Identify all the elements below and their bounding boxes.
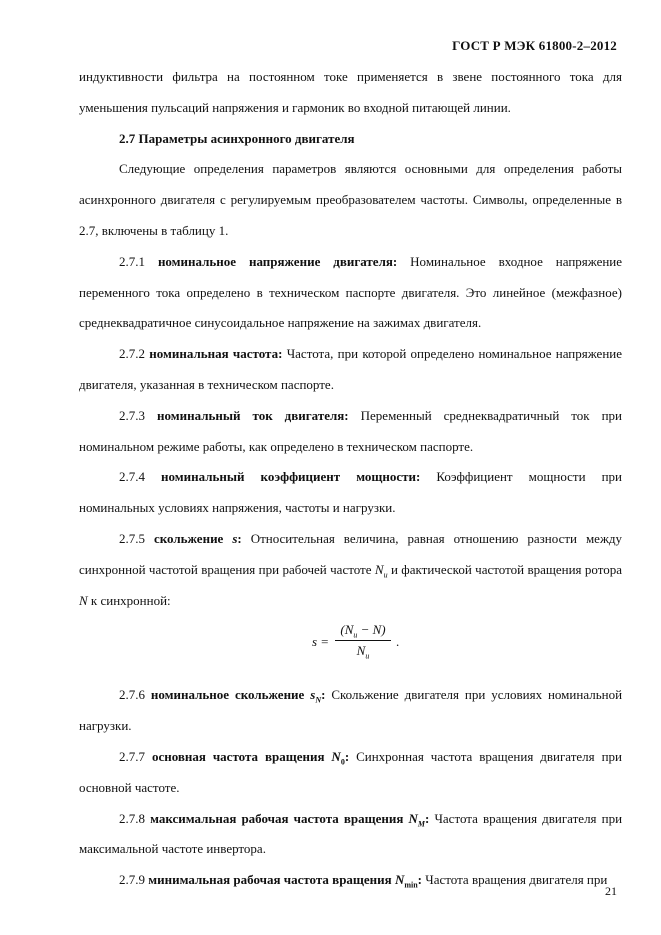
- denominator-main: N: [356, 643, 366, 659]
- definition-text: Номинальное входное напряжение переменного тока определено в техническом паспорте двигателя. Это линейное (межфазное) среднеквадратичное синусоидальное напряжение на зажимах двигателя.: [79, 253, 623, 331]
- term: основная частота вращения: [151, 748, 325, 764]
- slip-formula: [79, 622, 622, 672]
- definition-2-7-6: [79, 680, 622, 742]
- formula-lhs: s =: [312, 634, 330, 650]
- paragraph-intro: Следующие определения параметров являются основными для определения работы асинхронного двигателя с регулируемым преобразователем частоты. Символы, определенные в 2.7, включены в таблицу 1.: [79, 161, 622, 238]
- item-number: 2.7.8: [119, 810, 145, 826]
- symbol: N: [408, 810, 418, 826]
- definition-text: Частота вращения двигателя при максимальной частоте инвертора.: [79, 810, 623, 857]
- numerator-sub: u: [353, 630, 358, 640]
- item-number: 2.7.3: [119, 407, 145, 423]
- definition-2-7-4: [79, 462, 622, 524]
- definition-text: Коэффициент мощности при номинальных условиях напряжения, частоты и нагрузки.: [79, 469, 623, 516]
- term: минимальная рабочая частота вращения: [148, 872, 392, 888]
- item-number: 2.7.9: [119, 872, 145, 888]
- definition-2-7-3: [79, 401, 622, 463]
- definition-text: Синхронная частота вращения двигателя при основной частоте.: [79, 748, 622, 795]
- term: номинальное напряжение двигателя:: [157, 253, 398, 269]
- page-number: 21: [605, 884, 617, 898]
- term: номинальный коэффициент мощности:: [161, 469, 421, 485]
- definition-2-7-5: [79, 524, 622, 616]
- term: номинальный ток двигателя:: [157, 407, 349, 423]
- formula-end: .: [396, 634, 400, 650]
- formula-denominator: [335, 641, 391, 659]
- definition-2-7-2: [79, 339, 622, 401]
- symbol-sub: min: [404, 880, 418, 890]
- item-number: 2.7.7: [119, 748, 145, 764]
- definition-2-7-7: [79, 742, 622, 804]
- numerator-rest: − N): [357, 622, 386, 638]
- numerator-main: (N: [340, 622, 354, 638]
- definition-2-7-8: [79, 804, 622, 866]
- term-colon: :: [417, 872, 423, 888]
- term-colon: :: [344, 748, 350, 764]
- term: максимальная рабочая частота вращения: [150, 810, 404, 826]
- definition-text-cont: и фактической частотой вращения ротора: [390, 561, 623, 577]
- symbol-sub-u: u: [383, 570, 388, 580]
- item-number: 2.7.4: [119, 469, 145, 485]
- definition-text: Частота, при которой определено номинальное напряжение двигателя, указанная в техническом паспорте.: [79, 346, 623, 392]
- formula-numerator: [335, 622, 391, 641]
- definition-2-7-9: [79, 865, 622, 896]
- document-body: [79, 62, 622, 896]
- definition-text: Относительная величина, равная отношению разности между синхронной частотой вращения при рабочей частоте: [79, 530, 623, 577]
- item-number: 2.7.6: [119, 687, 145, 703]
- term-colon: :: [237, 530, 242, 546]
- term: скольжение: [153, 530, 224, 546]
- symbol-sub: 0: [340, 757, 345, 767]
- definition-text: Переменный среднеквадратичный ток при номинальном режиме работы, как определено в техническом паспорте.: [79, 407, 623, 454]
- formula-fraction: [335, 622, 391, 659]
- definition-text: Скольжение двигателя при условиях номинальной нагрузки.: [79, 687, 623, 734]
- item-number: 2.7.5: [119, 530, 145, 546]
- symbol: N: [394, 872, 405, 888]
- term-colon: :: [425, 810, 430, 826]
- symbol-sub: M: [417, 819, 426, 829]
- definition-text: Частота вращения двигателя при: [425, 872, 608, 888]
- denominator-sub: u: [365, 651, 370, 661]
- definition-2-7-1: [79, 247, 622, 339]
- symbol-s: s: [232, 530, 238, 546]
- symbol-n: N: [374, 561, 384, 577]
- term: номинальная частота:: [149, 346, 283, 362]
- item-number: 2.7.2: [119, 346, 145, 362]
- term-colon: :: [321, 687, 326, 703]
- symbol-sub: N: [315, 695, 322, 705]
- section-heading: 2.7 Параметры асинхронного двигателя: [119, 130, 355, 146]
- item-number: 2.7.1: [119, 253, 145, 269]
- symbol-N: N: [79, 592, 88, 608]
- definition-text-end: к синхронной:: [90, 592, 171, 608]
- term: номинальное скольжение: [150, 687, 305, 703]
- paragraph-continuation: индуктивности фильтра на постоянном токе применяется в звене постоянного тока для уменьшения пульсаций напряжения и гармоник во входной питающей линии.: [79, 69, 622, 115]
- document-header: ГОСТ Р МЭК 61800-2–2012: [452, 38, 617, 53]
- symbol: N: [331, 748, 341, 764]
- symbol: s: [310, 687, 316, 703]
